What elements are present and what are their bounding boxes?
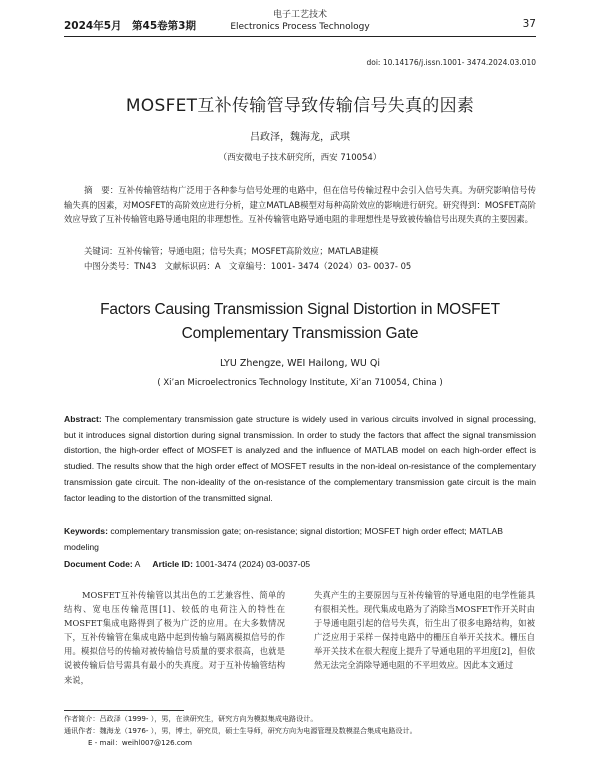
chinese-affiliation: （西安微电子技术研究所，西安 710054） [218,153,382,163]
page-number: 37 [522,18,536,30]
english-title: Factors Causing Transmission Signal Distortion in MOSFET Complementary Transmission Gate [100,301,500,342]
footnote-author: 作者简介：吕政泽（1999- ），男，在读研究生，研究方向为模拟集成电路设计。 [64,714,318,723]
journal-name-cn: 电子工艺技术 [272,10,327,20]
abstract-label: Abstract: [64,414,102,424]
footnote-corresponding-author: 通讯作者：魏海龙（1976- ），男，博士，研究员，硕士生导师，研究方向为电源管理及数模混合集成电路设计。 [64,726,417,735]
journal-name [0,9,600,33]
english-abstract [64,412,536,506]
journal-issue: 2024年5月 第45卷第3期 [64,20,196,32]
footnote-divider [64,710,184,711]
footnote-email: E - mail：weihl007@126.com [88,738,193,747]
journal-name-en: Electronics Process Technology [230,22,370,32]
chinese-keywords-text: 关键词：互补传输管；导通电阻；信号失真；MOSFET高阶效应；MATLAB建模 [84,246,379,256]
chinese-abstract [64,183,536,227]
english-keywords-text: complementary transmission gate; on-resistance; signal distortion; MOSFET high order effect; MATLAB modeling [64,526,503,552]
keywords-label: Keywords: [64,526,108,536]
english-abstract-text: The complementary transmission gate structure is widely used in various circuits involved in signal processing, but it introduces signal distortion during signal transmission. In order to study the factors that affect the signal transmission distortion, the high-order effect of MOSFET is analyzed and the influence of MATLAB model on each high-order effect is studied. The results show that the high order effect of MOSFET results in the non-ideal on-resistance of the complementary transmission gate circuit. The non-ideality of the on-resistance of the complementary transmission gate circuit is the main factor leading to the distortion of the transmitted signal. [64,414,536,503]
english-keywords [64,524,536,555]
header-divider [64,36,536,37]
document-code-label: Document Code: [64,559,133,569]
chinese-title: MOSFET互补传输管导致传输信号失真的因素 [125,96,475,116]
chinese-classification-text: 中图分类号：TN43 文献标识码：A 文章编号：1001- 3474（2024）03- 0037- 05 [84,261,412,271]
chinese-keywords [64,244,536,258]
chinese-classification [64,259,536,273]
body-left-column: MOSFET互补传输管以其出色的工艺兼容性、简单的结构、宽电压传输范围[1]、较低的电荷注入的特性在MOSFET集成电路得到了极为广泛的应用。在大多数情况下，互补传输管在集成电路中起到传输与隔离模拟信号的作用。模拟信号的传输对被传输信号质量的要求很高，也就是说被传输后信号需具有最小的失真度。对于互补传输管结构来说， [64,590,285,685]
article-id-label: Article ID: [152,559,193,569]
chinese-authors: 吕政泽，魏海龙，武琪 [250,132,350,143]
body-right-column: 失真产生的主要原因与互补传输管的导通电阻的电学性能具有很相关性。现代集成电路为了消除当MOSFET作开关时由于导通电阻引起的信号失真，衍生出了很多电路结构，如被广泛应用于采样－保持电路中的栅压自举开关技术。栅压自举开关技术在很大程度上提升了导通电阻的平坦度[2]，但依然无法完全消除导通电阻的不平坦效应。因此本文通过 [314,590,535,671]
english-affiliation: ( Xi’an Microelectronics Technology Institute, Xi’an 710054, China ) [157,378,443,388]
doi: doi: 10.14176/j.issn.1001- 3474.2024.03.010 [366,58,536,67]
article-id: 1001-3474 (2024) 03-0037-05 [193,559,311,569]
document-info [64,557,536,571]
document-code: A [132,559,141,569]
english-authors: LYU Zhengze, WEI Hailong, WU Qi [220,358,380,369]
chinese-abstract-text: 摘 要：互补传输管结构广泛用于各种参与信号处理的电路中，但在信号传输过程中会引入信号失真。为研究影响信号传输失真的因素，对MOSFET的高阶效应进行分析，建立MATLAB模型对每种高阶效应的影响进行研究。研究得到：MOSFET高阶效应导致了互补传输管电路导通电阻的非理想性。互补传输管电路导通电阻的非理想性是导致被传输信号出现失真的主要因素。 [64,185,536,224]
